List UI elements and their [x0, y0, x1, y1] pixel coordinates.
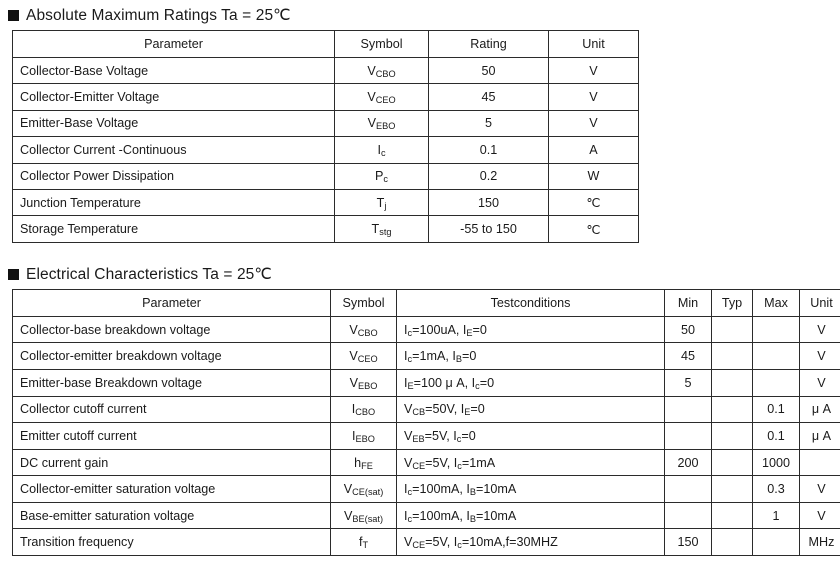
- column-header-typ: Typ: [712, 289, 753, 316]
- cell-symbol: $V_{BE(sat)}$: [331, 502, 397, 529]
- cell-symbol: $V_{EBO}$: [331, 369, 397, 396]
- cell-typ: [712, 343, 753, 370]
- cell-unit: W: [549, 163, 639, 189]
- cell-min: 50: [665, 316, 712, 343]
- cell-min: 5: [665, 369, 712, 396]
- cell-unit: V: [549, 110, 639, 136]
- cell-rating: 0.1: [429, 137, 549, 163]
- table-row: [13, 189, 639, 215]
- cell-testconditions: $V_{CE}=5V$, $I_c=10mA,f=30MHZ$: [397, 529, 665, 556]
- table-header-row: [13, 31, 639, 58]
- cell-symbol: $h_{FE}$: [331, 449, 397, 476]
- table-row: [13, 84, 639, 110]
- cell-max: 1000: [753, 449, 800, 476]
- cell-min: 200: [665, 449, 712, 476]
- cell-symbol: $T_j$: [335, 189, 429, 215]
- cell-max: [753, 529, 800, 556]
- cell-testconditions: $V_{EB}=5V$, $I_c=0$: [397, 423, 665, 450]
- cell-unit: μ A: [800, 423, 840, 450]
- cell-rating: -55 to 150: [429, 216, 549, 242]
- cell-min: [665, 423, 712, 450]
- cell-parameter: Collector Power Dissipation: [13, 163, 335, 189]
- cell-parameter: Collector cutoff current: [13, 396, 331, 423]
- cell-symbol: $I_{CBO}$: [331, 396, 397, 423]
- cell-testconditions: $I_E=100$ μ A, $I_c=0$: [397, 369, 665, 396]
- cell-parameter: Emitter-Base Voltage: [13, 110, 335, 136]
- cell-unit: V: [800, 502, 840, 529]
- cell-rating: 0.2: [429, 163, 549, 189]
- cell-max: [753, 343, 800, 370]
- cell-symbol: $T_{stg}$: [335, 216, 429, 242]
- cell-max: 1: [753, 502, 800, 529]
- cell-parameter: Collector Current -Continuous: [13, 137, 335, 163]
- table-row: [13, 137, 639, 163]
- cell-symbol: $V_{EBO}$: [335, 110, 429, 136]
- cell-parameter: Collector-emitter breakdown voltage: [13, 343, 331, 370]
- cell-testconditions: $V_{CB}=50V$, $I_E=0$: [397, 396, 665, 423]
- column-header-unit: Unit: [800, 289, 840, 316]
- table-row: [13, 396, 840, 423]
- square-bullet-icon: [8, 269, 19, 280]
- cell-typ: [712, 396, 753, 423]
- cell-parameter: Emitter cutoff current: [13, 423, 331, 450]
- datasheet-page: [0, 6, 840, 564]
- column-header-parameter: Parameter: [13, 31, 335, 58]
- cell-symbol: $V_{CBO}$: [335, 58, 429, 84]
- cell-parameter: Collector-Base Voltage: [13, 58, 335, 84]
- cell-testconditions: $I_c=100mA$, $I_B=10mA$: [397, 502, 665, 529]
- column-header-parameter: Parameter: [13, 289, 331, 316]
- cell-rating: 50: [429, 58, 549, 84]
- column-header-symbol: Symbol: [331, 289, 397, 316]
- column-header-rating: Rating: [429, 31, 549, 58]
- column-header-unit: Unit: [549, 31, 639, 58]
- square-bullet-icon: [8, 10, 19, 21]
- table-row: [13, 529, 840, 556]
- cell-testconditions: $I_c=1mA$, $I_B=0$: [397, 343, 665, 370]
- cell-symbol: $f_T$: [331, 529, 397, 556]
- cell-testconditions: $I_c=100uA$, $I_E=0$: [397, 316, 665, 343]
- table-row: [13, 502, 840, 529]
- cell-min: [665, 476, 712, 503]
- cell-parameter: Base-emitter saturation voltage: [13, 502, 331, 529]
- cell-symbol: $V_{CEO}$: [335, 84, 429, 110]
- column-header-testconditions: Testconditions: [397, 289, 665, 316]
- cell-unit: ℃: [549, 189, 639, 215]
- cell-unit: V: [800, 316, 840, 343]
- cell-unit: ℃: [549, 216, 639, 242]
- cell-rating: 5: [429, 110, 549, 136]
- cell-typ: [712, 476, 753, 503]
- cell-unit: V: [549, 58, 639, 84]
- cell-min: 150: [665, 529, 712, 556]
- cell-max: 0.3: [753, 476, 800, 503]
- cell-rating: 150: [429, 189, 549, 215]
- cell-min: 45: [665, 343, 712, 370]
- cell-max: [753, 316, 800, 343]
- cell-typ: [712, 449, 753, 476]
- cell-symbol: $P_c$: [335, 163, 429, 189]
- abs-max-title: Absolute Maximum Ratings Ta = 25℃: [26, 6, 291, 25]
- cell-unit: V: [800, 369, 840, 396]
- cell-unit: A: [549, 137, 639, 163]
- cell-unit: V: [549, 84, 639, 110]
- cell-parameter: Collector-Emitter Voltage: [13, 84, 335, 110]
- cell-parameter: Collector-base breakdown voltage: [13, 316, 331, 343]
- cell-parameter: DC current gain: [13, 449, 331, 476]
- cell-testconditions: $I_c=100mA$, $I_B=10mA$: [397, 476, 665, 503]
- cell-typ: [712, 529, 753, 556]
- column-header-symbol: Symbol: [335, 31, 429, 58]
- cell-max: 0.1: [753, 396, 800, 423]
- table-row: [13, 316, 840, 343]
- table-row: [13, 110, 639, 136]
- cell-parameter: Emitter-base Breakdown voltage: [13, 369, 331, 396]
- table-row: [13, 216, 639, 242]
- cell-testconditions: $V_{CE}=5V$, $I_c=1mA$: [397, 449, 665, 476]
- table-header-row: [13, 289, 840, 316]
- cell-symbol: $V_{CE(sat)}$: [331, 476, 397, 503]
- cell-parameter: Transition frequency: [13, 529, 331, 556]
- cell-symbol: $V_{CBO}$: [331, 316, 397, 343]
- cell-unit: μ A: [800, 396, 840, 423]
- absolute-maximum-ratings-table: [12, 30, 639, 243]
- cell-typ: [712, 369, 753, 396]
- table-row: [13, 163, 639, 189]
- table-row: [13, 423, 840, 450]
- cell-rating: 45: [429, 84, 549, 110]
- cell-unit: V: [800, 343, 840, 370]
- cell-max: [753, 369, 800, 396]
- cell-symbol: $I_{EBO}$: [331, 423, 397, 450]
- electrical-characteristics-heading: [8, 265, 840, 284]
- cell-unit: [800, 449, 840, 476]
- column-header-min: Min: [665, 289, 712, 316]
- cell-min: [665, 396, 712, 423]
- table-row: [13, 369, 840, 396]
- cell-parameter: Collector-emitter saturation voltage: [13, 476, 331, 503]
- abs-max-heading: [8, 6, 840, 25]
- electrical-characteristics-table: [12, 289, 840, 556]
- cell-symbol: $I_c$: [335, 137, 429, 163]
- cell-typ: [712, 316, 753, 343]
- table-row: [13, 343, 840, 370]
- table-row: [13, 449, 840, 476]
- electrical-characteristics-title: Electrical Characteristics Ta = 25℃: [26, 265, 272, 284]
- cell-unit: V: [800, 476, 840, 503]
- cell-min: [665, 502, 712, 529]
- table-row: [13, 476, 840, 503]
- cell-parameter: Junction Temperature: [13, 189, 335, 215]
- cell-typ: [712, 423, 753, 450]
- cell-parameter: Storage Temperature: [13, 216, 335, 242]
- cell-unit: MHz: [800, 529, 840, 556]
- table-row: [13, 58, 639, 84]
- cell-symbol: $V_{CEO}$: [331, 343, 397, 370]
- cell-typ: [712, 502, 753, 529]
- cell-max: 0.1: [753, 423, 800, 450]
- column-header-max: Max: [753, 289, 800, 316]
